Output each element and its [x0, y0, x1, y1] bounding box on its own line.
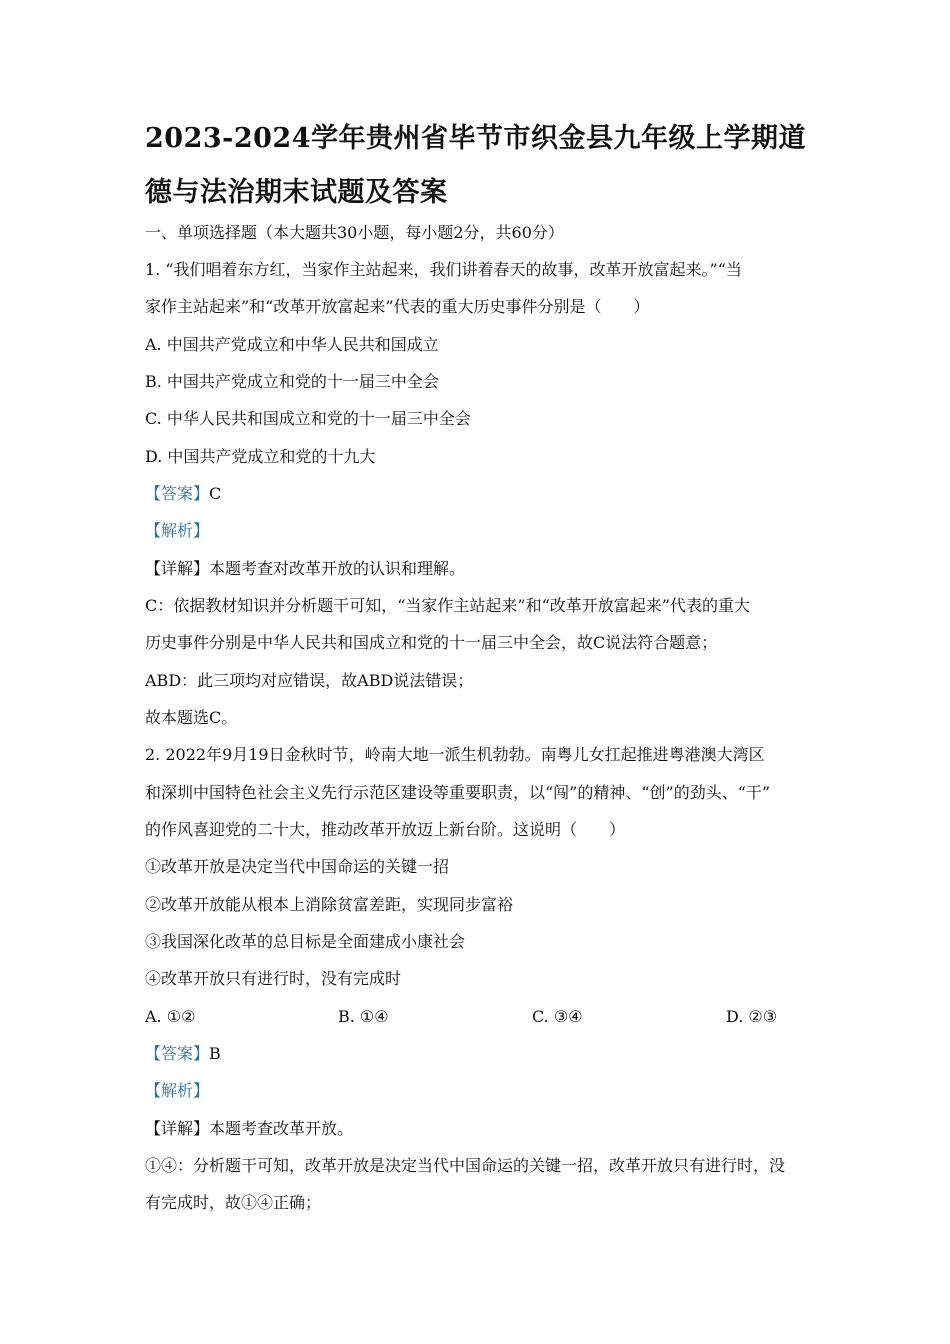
q1-option-d: D. 中国共产党成立和党的十九大: [145, 447, 376, 466]
q2-option-a: A. ①②: [145, 1007, 196, 1026]
q1-explain-line-2: 历史事件分别是中华人民共和国成立和党的十一届三中全会，故C说法符合题意；: [145, 633, 718, 652]
q1-stem-line-2: 家作主站起来”和“改革开放富起来”代表的重大历史事件分别是（ ）: [145, 297, 650, 316]
q1-analysis-tag: [145, 520, 815, 542]
q1-answer: [145, 483, 815, 505]
section-heading: 一、单项选择题（本大题共30小题，每小题2分，共60分）: [145, 223, 564, 242]
answer-value: C: [209, 484, 222, 503]
q2-statement-4: ④改革开放只有进行时，没有完成时: [145, 969, 402, 988]
q2-answer: [145, 1043, 815, 1065]
q1-explain-line-3: ABD：此三项均对应错误，故ABD说法错误；: [145, 671, 474, 690]
q2-option-b: B. ①④: [338, 1007, 389, 1026]
q2-option-d: D. ②③: [726, 1007, 778, 1026]
q2-analysis-tag: [145, 1080, 815, 1102]
q2-stem-line-3: 的作风喜迎党的二十大，推动改革开放迈上新台阶。这说明（ ）: [145, 820, 626, 839]
q2-stem-line-1: 2. 2022年9月19日金秋时节，岭南大地一派生机勃勃。南粤儿女扛起推进粤港澳大湾区: [145, 745, 765, 764]
analysis-tag: 【解析】: [145, 1081, 210, 1100]
q2-option-c: C. ③④: [532, 1007, 583, 1026]
q1-option-a: A. 中国共产党成立和中华人民共和国成立: [145, 335, 439, 354]
q1-stem-line-1: 1. “我们唱着东方红，当家作主站起来，我们讲着春天的故事，改革开放富起来。”“当: [145, 260, 742, 279]
answer-tag: 【答案】: [145, 1044, 210, 1063]
q2-statement-1: ①改革开放是决定当代中国命运的关键一招: [145, 857, 450, 876]
q2-stem-line-2: 和深圳中国特色社会主义先行示范区建设等重要职责，以“闯”的精神、“创”的劲头、“干”: [145, 783, 771, 802]
analysis-tag: 【解析】: [145, 521, 210, 540]
q1-detail: 【详解】本题考查对改革开放的认识和理解。: [145, 559, 466, 578]
q2-statement-3: ③我国深化改革的总目标是全面建成小康社会: [145, 932, 466, 951]
q2-detail: 【详解】本题考查改革开放。: [145, 1119, 354, 1138]
q2-statement-2: ②改革开放能从根本上消除贫富差距，实现同步富裕: [145, 895, 514, 914]
q2-explain-line-2: 有完成时，故①④正确；: [145, 1193, 322, 1212]
q2-explain-line-1: ①④：分析题干可知，改革开放是决定当代中国命运的关键一招，改革开放只有进行时，没: [145, 1156, 786, 1175]
q1-option-c: C. 中华人民共和国成立和党的十一届三中全会: [145, 409, 471, 428]
page-title: 2023-2024学年贵州省毕节市织金县九年级上学期道德与法治期末试题及答案: [145, 123, 806, 208]
answer-tag: 【答案】: [145, 484, 210, 503]
q1-explain-line-1: C：依据教材知识并分析题干可知，“当家作主站起来”和“改革开放富起来”代表的重大: [145, 596, 750, 615]
answer-value: B: [209, 1044, 221, 1063]
q1-option-b: B. 中国共产党成立和党的十一届三中全会: [145, 372, 439, 391]
q1-explain-line-4: 故本题选C。: [145, 708, 238, 727]
